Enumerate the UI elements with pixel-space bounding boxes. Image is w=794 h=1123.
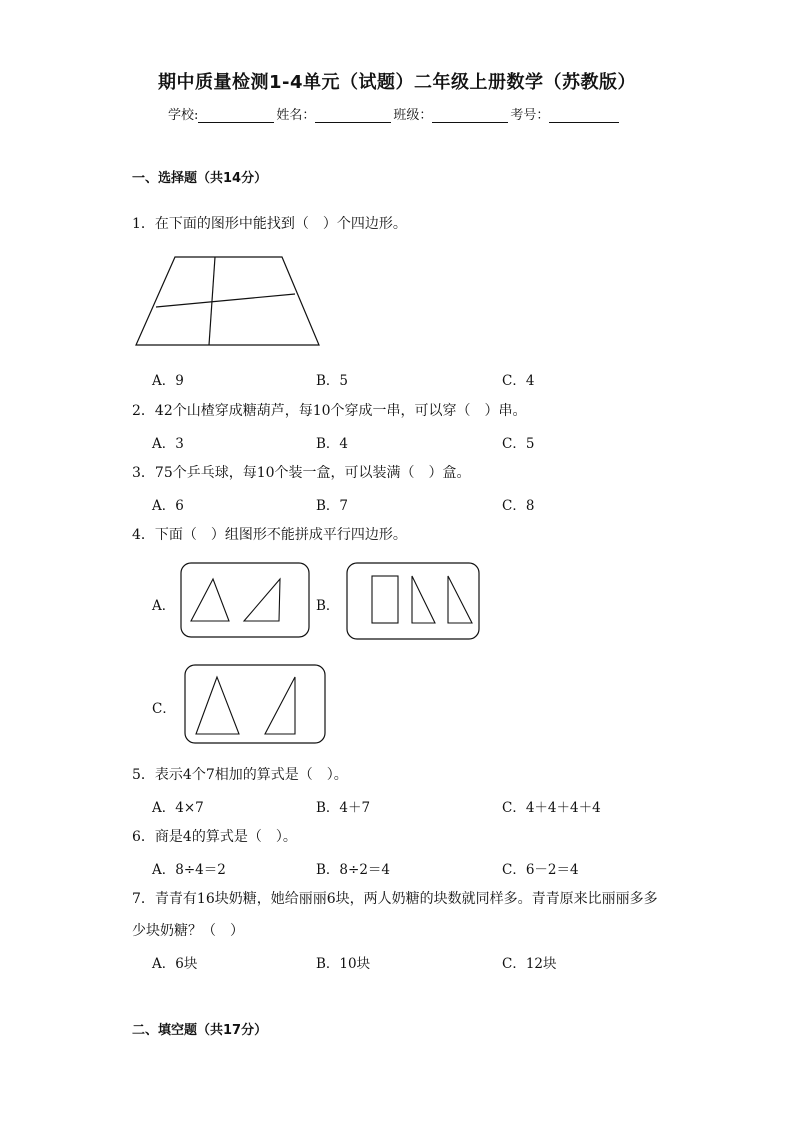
class-blank[interactable] xyxy=(432,108,508,123)
q3-option-b[interactable]: B．7 xyxy=(316,498,349,514)
question-2: 2．42个山楂穿成糖葫芦，每10个穿成一串，可以穿（ ）串。 xyxy=(132,403,527,419)
question-1: 1．在下面的图形中能找到（ ）个四边形。 xyxy=(132,216,407,232)
name-label: 姓名： xyxy=(276,108,316,123)
q5-option-b[interactable]: B．4＋7 xyxy=(316,800,371,816)
q3-option-a[interactable]: A．6 xyxy=(152,498,184,514)
q2-option-c[interactable]: C．5 xyxy=(502,436,535,452)
q4-b-shapes-box xyxy=(346,562,482,642)
question-4: 4．下面（ ）组图形不能拼成平行四边形。 xyxy=(132,527,407,543)
number-label: 考号： xyxy=(510,108,550,123)
number-blank[interactable] xyxy=(549,108,619,123)
q1-option-b[interactable]: B．5 xyxy=(316,373,349,389)
question-7-line-1: 7．青青有16块奶糖，她给丽丽6块，两人奶糖的块数就同样多。青青原来比丽丽多多 xyxy=(132,891,658,907)
student-info-line xyxy=(168,104,621,123)
q4-option-a[interactable]: A． xyxy=(152,598,176,614)
q1-option-c[interactable]: C．4 xyxy=(502,373,535,389)
q5-option-a[interactable]: A．4×7 xyxy=(152,800,204,816)
question-3: 3．75个乒乓球，每10个装一盒，可以装满（ ）盒。 xyxy=(132,465,471,481)
q4-c-triangles-box xyxy=(184,664,328,746)
q7-option-b[interactable]: B．10块 xyxy=(316,956,371,972)
q1-option-a[interactable]: A．9 xyxy=(152,373,184,389)
q4-a-triangles-box xyxy=(180,562,312,640)
q5-option-c[interactable]: C．4＋4＋4＋4 xyxy=(502,800,601,816)
q7-option-a[interactable]: A．6块 xyxy=(152,956,198,972)
school-label: 学校: xyxy=(168,108,199,123)
question-6: 6．商是4的算式是（ ）。 xyxy=(132,829,297,845)
name-blank[interactable] xyxy=(315,108,391,123)
section-heading-fill-blank: 二、填空题（共17分） xyxy=(132,1023,268,1038)
question-7-line-2: 少块奶糖？（ ） xyxy=(132,923,244,939)
q4-option-c[interactable]: C． xyxy=(152,701,176,717)
class-label: 班级： xyxy=(393,108,433,123)
q2-option-a[interactable]: A．3 xyxy=(152,436,184,452)
q7-option-c[interactable]: C．12块 xyxy=(502,956,557,972)
q3-option-c[interactable]: C．8 xyxy=(502,498,535,514)
school-blank[interactable] xyxy=(198,108,274,123)
q1-trapezoid-figure xyxy=(134,255,322,349)
q2-option-b[interactable]: B．4 xyxy=(316,436,349,452)
page-title: 期中质量检测1-4单元（试题）二年级上册数学（苏教版） xyxy=(157,72,637,93)
q6-option-c[interactable]: C．6－2＝4 xyxy=(502,862,579,878)
q6-option-a[interactable]: A．8÷4＝2 xyxy=(152,862,226,878)
question-5: 5．表示4个7相加的算式是（ ）。 xyxy=(132,767,348,783)
q4-option-b[interactable]: B． xyxy=(316,598,340,614)
q6-option-b[interactable]: B．8÷2＝4 xyxy=(316,862,390,878)
section-heading-choice: 一、选择题（共14分） xyxy=(132,171,268,186)
